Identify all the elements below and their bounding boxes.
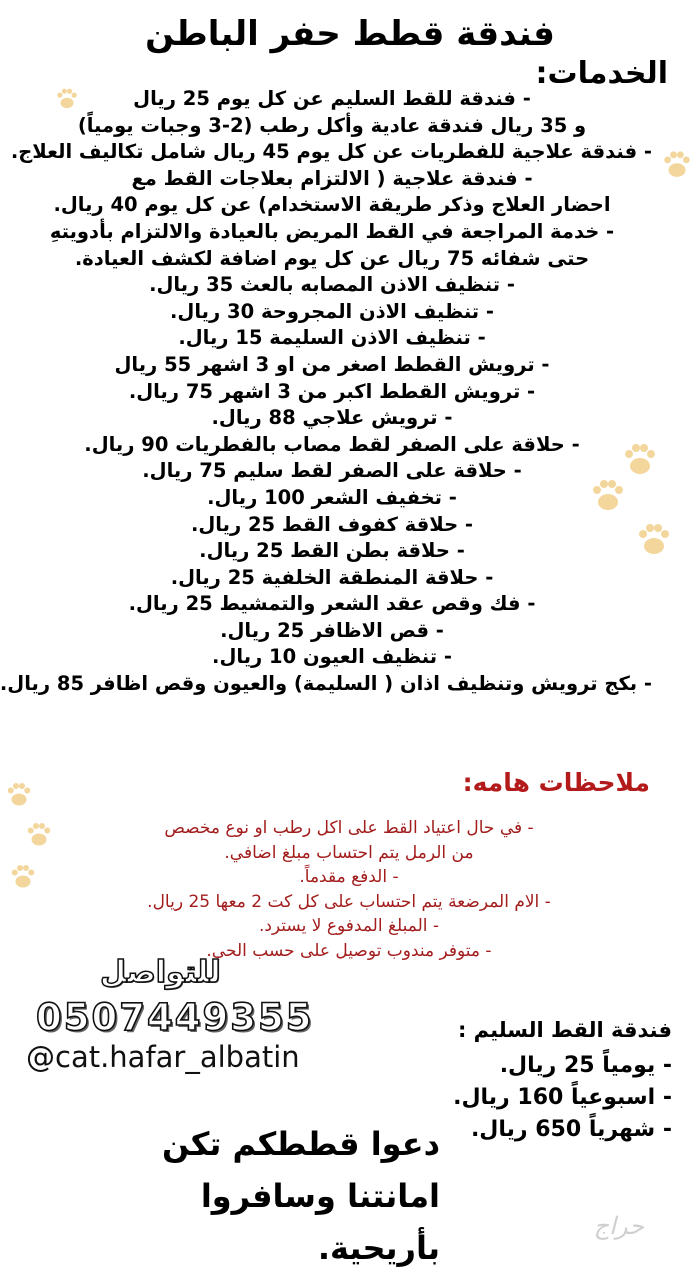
service-line: - فندقة للقط السليم عن كل يوم 25 ريال (133, 87, 531, 110)
contact-label: للتواصل (100, 955, 221, 990)
paw-print-icon (4, 780, 34, 810)
service-line: - تخفيف الشعر 100 ريال. (207, 485, 457, 509)
service-line: - حلاقة على الصفر لقط مصاب بالفطريات 90 ريال. (84, 432, 580, 456)
price-line-daily: - يومياً 25 ريال. (499, 1053, 672, 1078)
service-line: حتى شفائه 75 ريال عن كل يوم اضافة لكشف العيادة. (74, 246, 590, 270)
phone-number[interactable]: 0507449355 (36, 996, 314, 1039)
service-line: - تنظيف الاذن المصابه بالعث 35 ريال. (149, 273, 515, 297)
services-list (0, 86, 652, 698)
service-line: - فك وقص عقد الشعر والتمشيط 25 ريال. (128, 592, 536, 616)
slogan: دعوا قططكم تكن امانتنا وسافروا بأريحية. (161, 1125, 440, 1267)
service-line: - فندقة علاجية ( الالتزام بعلاجات القط مع (131, 166, 533, 190)
notes-list (20, 816, 678, 963)
note-line: - الدفع مقدماً. (299, 867, 399, 887)
service-line: - بكج ترويش وتنظيف اذان ( السليمة) والعيون وقص اظافر 85 ريال. (0, 672, 652, 696)
pricing-title: فندقة القط السليم : (457, 1018, 672, 1042)
service-line: - ترويش القطط اصغر من او 3 اشهر 55 ريال (114, 352, 550, 376)
service-line: - حلاقة كفوف القط 25 ريال. (190, 512, 474, 536)
service-line: - حلاقة المنطقة الخلفية 25 ريال. (170, 565, 494, 589)
note-line: من الرمل يتم احتساب مبلغ اضافي. (224, 842, 474, 863)
social-handle[interactable]: @cat.hafar_albatin (26, 1040, 300, 1074)
service-line: - خدمة المراجعة في القط المريض بالعيادة والالتزام بأدويتهِ (49, 219, 615, 243)
paw-print-icon (660, 148, 694, 182)
price-line-monthly: - شهرياً 650 ريال. (470, 1117, 672, 1142)
price-line-weekly: - اسبوعياً 160 ريال. (453, 1085, 672, 1110)
service-line: - تنظيف العيون 10 ريال. (212, 645, 452, 669)
note-line: - في حال اعتياد القط على اكل رطب او نوع مخصص (164, 818, 534, 838)
service-line: و 35 ريال فندقة عادية وأكل رطب (2-3 وجبات يومياً) (77, 113, 587, 137)
watermark: حراج (593, 1212, 644, 1240)
service-line: - حلاقة على الصفر لقط سليم 75 ريال. (142, 459, 522, 483)
service-line: - حلاقة بطن القط 25 ريال. (199, 539, 465, 563)
note-line: - الام المرضعة يتم احتساب على كل كت 2 معها 25 ريال. (147, 891, 551, 912)
notes-heading: ملاحظات هامه: (462, 768, 650, 797)
service-line: - ترويش القطط اكبر من 3 اشهر 75 ريال. (128, 379, 536, 403)
service-line: احضار العلاج وذكر طريقة الاستخدام) عن كل يوم 40 ريال. (53, 193, 611, 217)
services-heading: الخدمات: (535, 56, 668, 91)
service-line: - قص الاظافر 25 ريال. (220, 618, 444, 642)
page-title: فندقة قطط حفر الباطن (145, 14, 555, 54)
service-line: - فندقة علاجية للفطريات عن كل يوم 45 ريال شامل تكاليف العلاج. (10, 140, 652, 164)
note-line: - المبلغ المدفوع لا يسترد. (258, 916, 440, 936)
service-line: - تنظيف الاذن المجروحة 30 ريال. (170, 299, 494, 323)
service-line: - ترويش علاجي 88 ريال. (211, 406, 453, 430)
healthy-cat-pricing (422, 1016, 672, 1146)
note-line: - متوفر مندوب توصيل على حسب الحي. (206, 940, 492, 961)
service-line: - تنظيف الاذن السليمة 15 ريال. (178, 326, 486, 350)
